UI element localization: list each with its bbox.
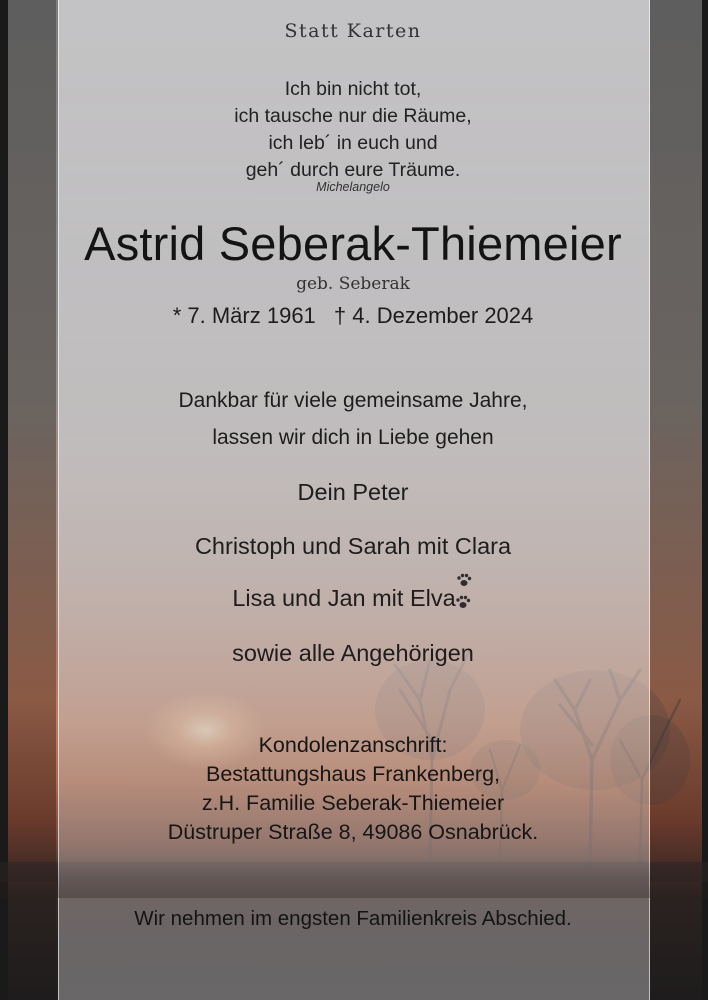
family-line-with-paws	[58, 585, 648, 612]
address-line: Düstruper Straße 8, 49086 Osnabrück.	[167, 820, 539, 844]
poem-line: ich leb´ in euch und	[268, 132, 438, 154]
thanks-line: lassen wir dich in Liebe gehen	[212, 426, 494, 449]
poem-author: Michelangelo	[316, 180, 390, 194]
address-label: Kondolenzanschrift:	[258, 733, 448, 757]
poem	[58, 76, 648, 184]
condolence-address	[58, 731, 648, 847]
family-line: Christoph und Sarah mit Clara	[194, 533, 512, 559]
family-line: sowie alle Angehörigen	[232, 640, 474, 666]
address-line: z.H. Familie Seberak-Thiemeier	[201, 791, 505, 815]
poem-line: Ich bin nicht tot,	[284, 78, 422, 100]
thanks-text	[58, 382, 648, 456]
death-date: † 4. Dezember 2024	[333, 303, 534, 328]
horizon-shade	[0, 858, 708, 898]
poem-line: geh´ durch eure Träume.	[245, 159, 461, 181]
deceased-name: Astrid Seberak-Thiemeier	[84, 217, 622, 270]
address-line: Bestattungshaus Frankenberg,	[205, 762, 501, 786]
header-statt-karten: Statt Karten	[284, 20, 422, 42]
birth-date: * 7. März 1961	[172, 303, 316, 328]
poem-line: ich tausche nur die Räume,	[234, 105, 472, 127]
family-line: Dein Peter	[297, 479, 409, 505]
thanks-line: Dankbar für viele gemeinsame Jahre,	[178, 389, 528, 412]
family-line: Lisa und Jan mit Elva	[232, 585, 456, 611]
farewell-text: Wir nehmen im engsten Familienkreis Abschied.	[134, 907, 572, 930]
life-dates	[58, 303, 648, 329]
paw-print-icon	[456, 585, 474, 603]
maiden-name: geb. Seberak	[296, 274, 410, 294]
